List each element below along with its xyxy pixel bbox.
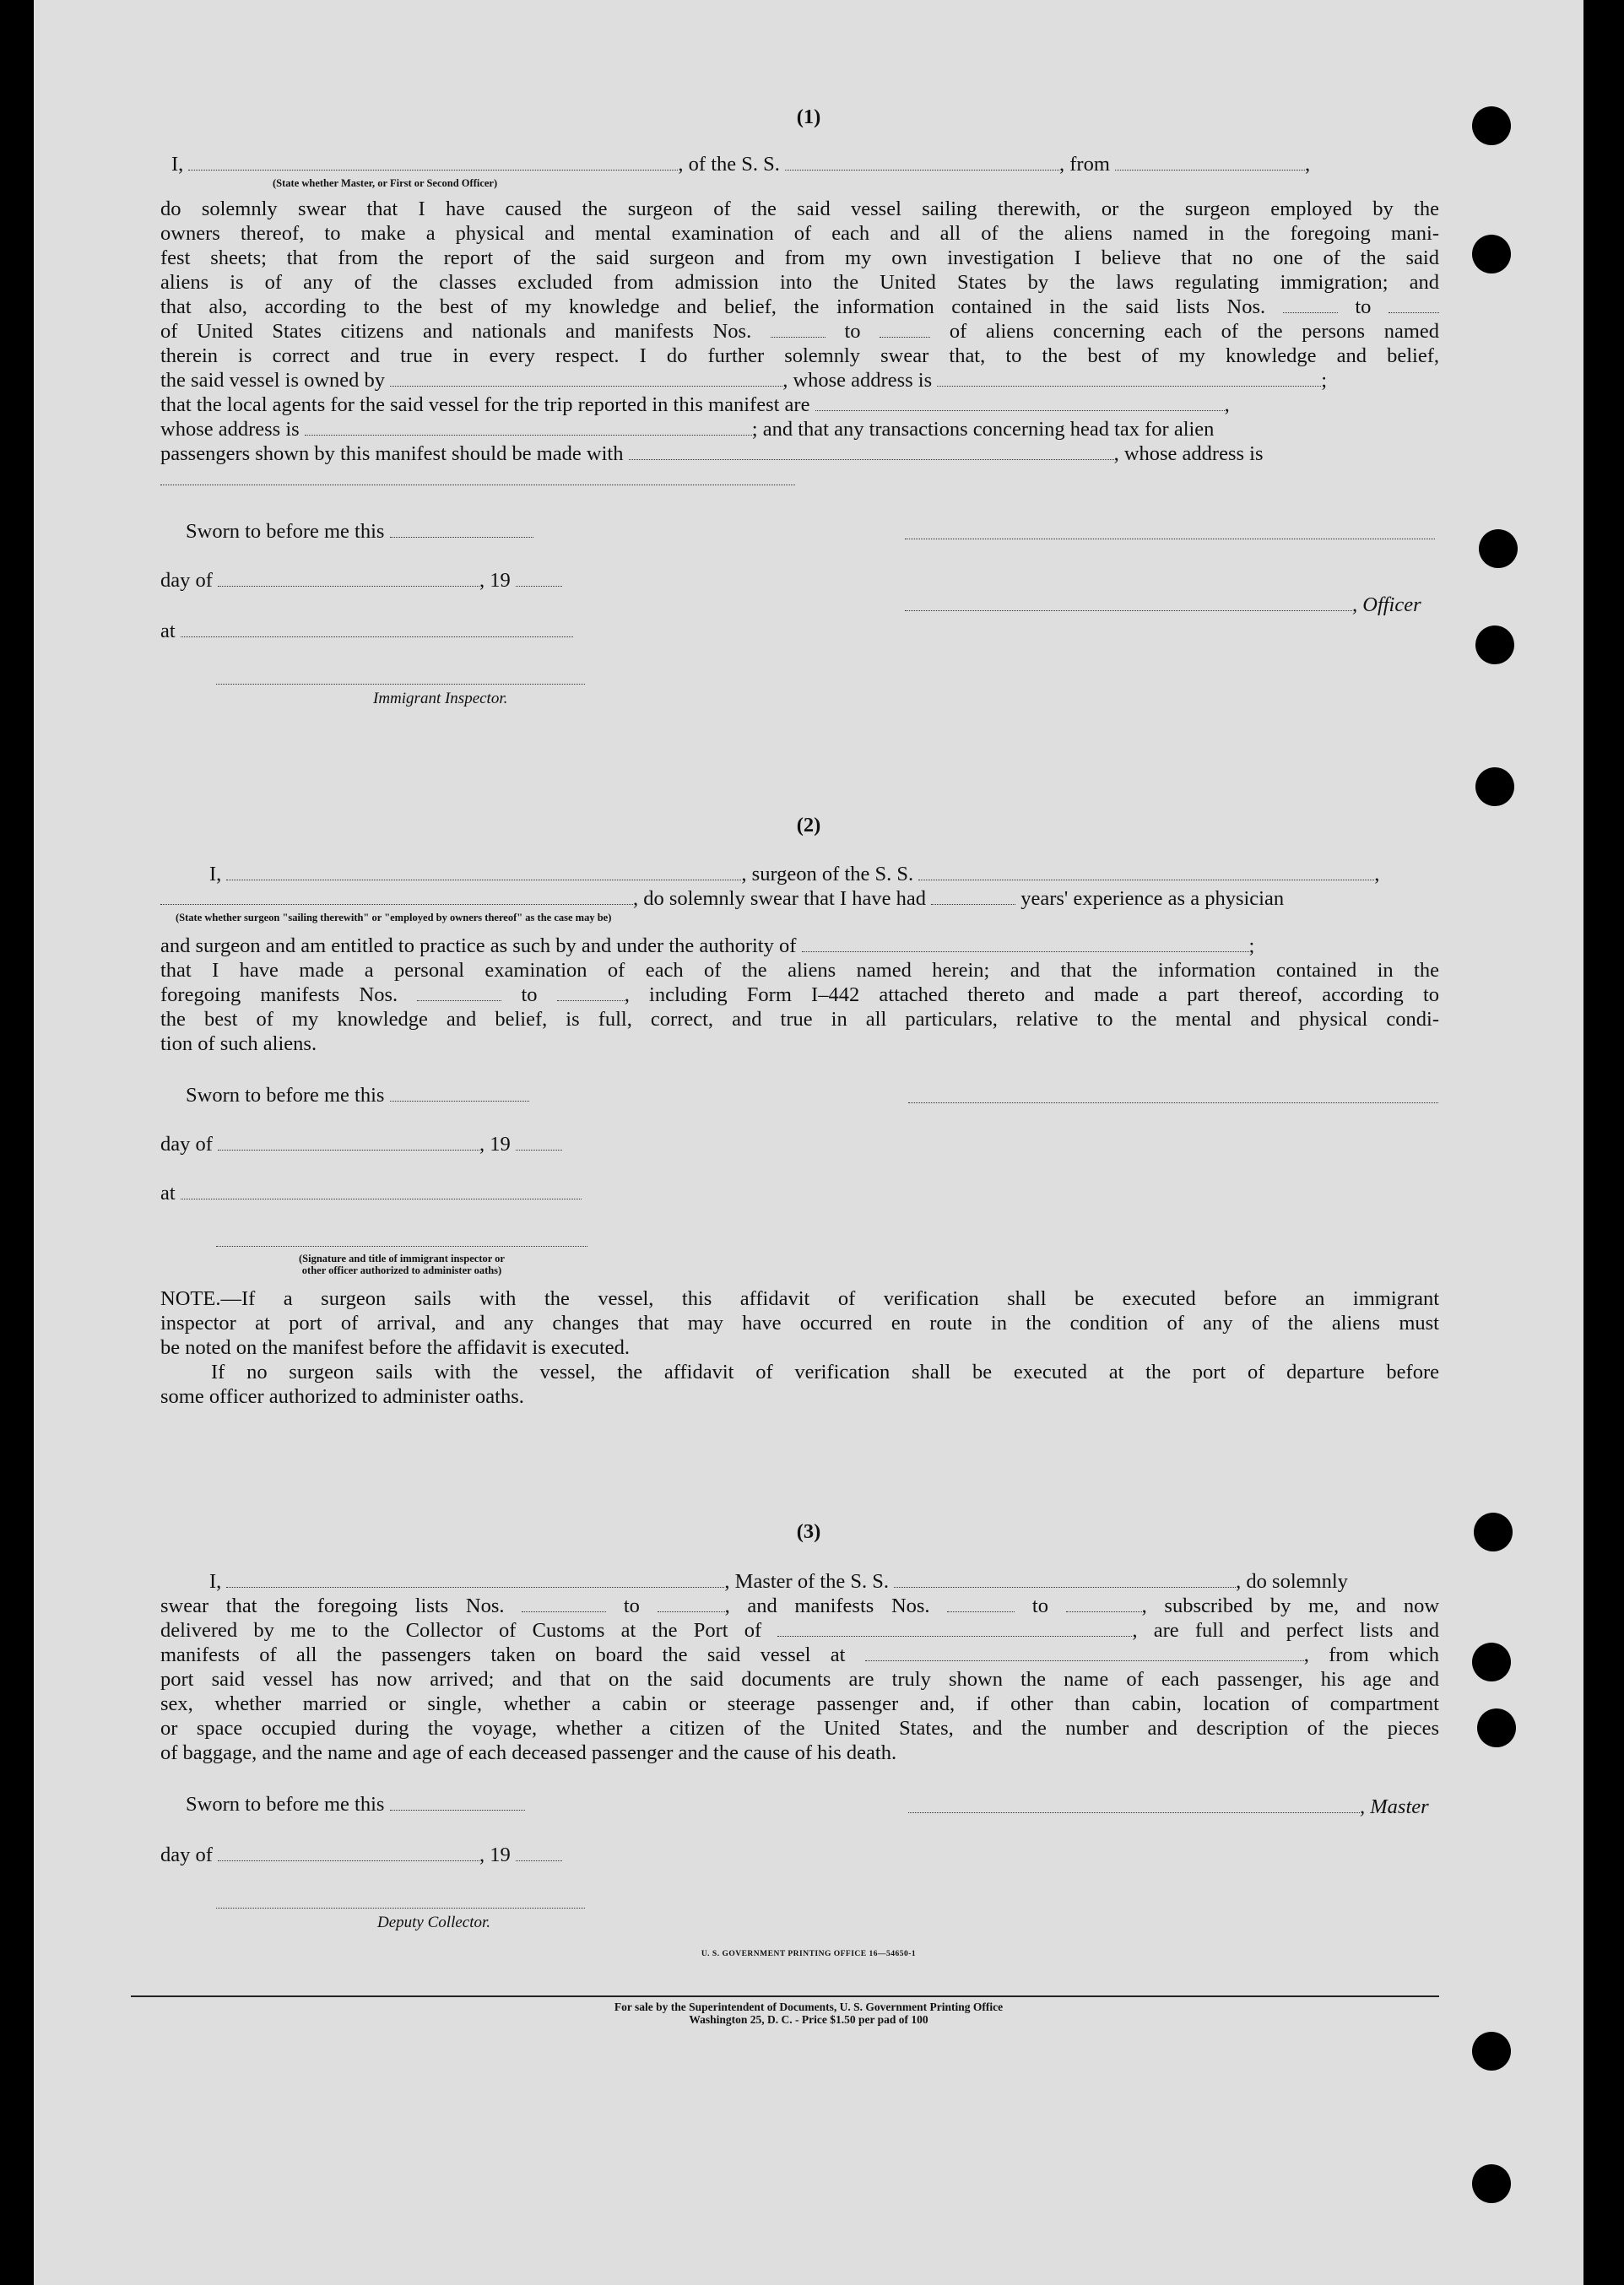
s1-line-12: [160, 441, 1264, 467]
master-label: , Master: [1360, 1795, 1429, 1818]
s1-line-8: therein is correct and true in every respect. I do further solemnly swear that, to the best of my knowledge and belief,: [160, 344, 1439, 367]
s2-month-field[interactable]: [218, 1134, 479, 1151]
s3-l3b: , are full and perfect lists and: [1132, 1619, 1440, 1642]
s2-dayof-label: day of: [160, 1133, 213, 1156]
s1-line-9: [160, 368, 1327, 393]
s1-year-field[interactable]: [516, 571, 562, 587]
section-1-heading: (1): [796, 106, 821, 128]
s3-year-field[interactable]: [516, 1845, 562, 1861]
inspector-signature-line[interactable]: [216, 684, 585, 685]
s1-l11a: whose address is: [160, 418, 300, 441]
s1-l10a: that the local agents for the said vessel for the trip reported in this manifest are: [160, 393, 810, 416]
collector-port-field[interactable]: [777, 1621, 1132, 1637]
s2-year-field[interactable]: [516, 1134, 562, 1151]
s1-officer-line: [905, 593, 1421, 618]
s1-l12a: passengers shown by this manifest should be made with: [160, 442, 624, 465]
form-page: [34, 0, 1583, 2285]
s2-sworn-day-field[interactable]: [390, 1086, 529, 1102]
s3-list-to-field[interactable]: [658, 1596, 725, 1612]
s1-month-field[interactable]: [218, 571, 479, 587]
s3-year-label: , 19: [479, 1844, 511, 1866]
s3-l1c: , do solemnly: [1236, 1570, 1348, 1593]
binder-hole: [1472, 235, 1511, 273]
head-tax-contact-field[interactable]: [629, 444, 1114, 460]
s2-l3a: and surgeon and am entitled to practice as such by and under the authority of: [160, 934, 797, 957]
surgeon-signature-line[interactable]: [908, 1102, 1438, 1103]
gpo-imprint: U. S. GOVERNMENT PRINTING OFFICE 16—54650-1: [701, 1950, 917, 1958]
s1-l7a: of United States citizens and nationals and manifests Nos.: [160, 320, 752, 343]
s3-l2a: swear that the foregoing lists Nos.: [160, 1595, 505, 1617]
binder-hole: [1475, 767, 1514, 806]
s1-l10end: ,: [1224, 393, 1230, 416]
s1-at-label: at: [160, 620, 176, 642]
s3-line-1: [209, 1569, 1348, 1595]
s1-l9b: , whose address is: [782, 369, 933, 392]
s3-sworn-label: Sworn to before me this: [186, 1793, 385, 1816]
s1-from: , from: [1059, 153, 1110, 176]
s1-of-ss: , of the S. S.: [678, 153, 780, 176]
surgeon-status-field[interactable]: [160, 889, 633, 905]
s1-line-6: [160, 295, 1439, 320]
s2-l2b: years' experience as a physician: [1020, 887, 1285, 910]
s2-l2a: , do solemnly swear that I have had: [633, 887, 926, 910]
s1-place-field[interactable]: [181, 621, 573, 637]
master-name-field[interactable]: [226, 1572, 724, 1588]
s2-l3end: ;: [1248, 934, 1255, 957]
officer-label: , Officer: [1352, 593, 1421, 616]
s1-line-5: aliens is of any of the classes excluded from admission into the United States by the laws regulating immigration; and: [160, 271, 1439, 294]
s1-l9a: the said vessel is owned by: [160, 369, 386, 392]
s2-manifest-from-field[interactable]: [417, 985, 501, 1001]
s1-l7-to: to: [844, 320, 861, 343]
s1-dayof: [160, 568, 562, 593]
s2-inspector-signature-line[interactable]: [216, 1246, 587, 1247]
vessel-name-field[interactable]: [785, 154, 1059, 171]
boarding-port-field[interactable]: [865, 1645, 1304, 1661]
departure-port-field[interactable]: [1115, 154, 1305, 171]
binder-hole: [1472, 2164, 1511, 2203]
s3-sworn-day-field[interactable]: [390, 1795, 525, 1811]
s3-l2-to-1: to: [623, 1595, 640, 1617]
note-line-3: be noted on the manifest before the affidavit is executed.: [160, 1336, 631, 1359]
s2-signature-caption-2: other officer authorized to administer oaths): [301, 1264, 502, 1276]
s2-line-6: the best of my knowledge and belief, is full, correct, and true in all particulars, relative to the mental and physical condi-: [160, 1008, 1439, 1031]
vessel-owner-field[interactable]: [390, 371, 782, 387]
officer-rank-caption: (State whether Master, or First or Second Officer): [273, 177, 498, 189]
owner-address-field[interactable]: [937, 371, 1321, 387]
section-3-heading: (3): [796, 1520, 821, 1543]
citizen-list-to-field[interactable]: [1389, 297, 1439, 313]
s2-at: [160, 1181, 582, 1206]
s1-l11b: ; and that any transactions concerning head tax for alien: [751, 418, 1215, 441]
binder-hole: [1477, 1708, 1516, 1747]
s3-i: I,: [209, 1570, 222, 1593]
s3-line-2: [160, 1594, 1439, 1619]
s2-vessel-name-field[interactable]: [918, 864, 1374, 880]
s2-l5a: foregoing manifests Nos.: [160, 983, 398, 1006]
manifest-to-field[interactable]: [880, 322, 930, 338]
officer-rank-field[interactable]: [188, 154, 678, 171]
s2-sworn-label: Sworn to before me this: [186, 1084, 385, 1107]
s3-dayof-label: day of: [160, 1844, 213, 1866]
sale-notice-line-2: Washington 25, D. C. - Price $1.50 per pad of 100: [689, 2013, 928, 2026]
local-agents-field[interactable]: [815, 395, 1225, 411]
s3-l4a: manifests of all the passengers taken on board the said vessel at: [160, 1643, 846, 1666]
note-line-4: If no surgeon sails with the vessel, the affidavit of verification shall be executed at the port of departure before: [211, 1361, 1439, 1383]
s2-line-2: [160, 886, 1284, 912]
s3-manifest-from-field[interactable]: [947, 1596, 1015, 1612]
practice-authority-field[interactable]: [802, 936, 1249, 952]
s3-line-3: [160, 1618, 1439, 1643]
s1-dayof-label: day of: [160, 569, 213, 592]
note-line-2: inspector at port of arrival, and any changes that may have occurred en route in the condition of any of the aliens must: [160, 1312, 1439, 1335]
s1-at: [160, 619, 573, 644]
s3-l2c: , and manifests Nos.: [724, 1595, 930, 1617]
s1-line-3: owners thereof, to make a physical and mental examination of each and all of the aliens named in the foregoing mani-: [160, 222, 1439, 245]
deputy-collector-label: Deputy Collector.: [377, 1914, 491, 1931]
years-experience-field[interactable]: [931, 889, 1015, 905]
s2-at-label: at: [160, 1182, 176, 1205]
s3-line-5: port said vessel has now arrived; and that on the said documents are truly shown the name of each passenger, his age and: [160, 1668, 1439, 1691]
immigrant-inspector-label: Immigrant Inspector.: [373, 690, 508, 707]
note-line-1: NOTE.—If a surgeon sails with the vessel, this affidavit of verification shall be executed before an immigrant: [160, 1287, 1439, 1310]
s1-l9end: ;: [1321, 369, 1328, 392]
s3-master-line: [908, 1795, 1429, 1820]
s3-l1b: , Master of the S. S.: [724, 1570, 890, 1593]
s1-line-7: [160, 319, 1439, 344]
s2-l5-to: to: [521, 983, 538, 1006]
s2-l5c: , including Form I–442 attached thereto and made a part thereof, according to: [624, 983, 1440, 1006]
surgeon-status-caption: (State whether surgeon "sailing therewith" or "employed by owners thereof" as the case may be): [176, 912, 612, 923]
s2-line-3: [160, 934, 1254, 959]
s1-l12b: , whose address is: [1113, 442, 1264, 465]
s3-line-4: [160, 1643, 1439, 1668]
binder-hole: [1472, 1643, 1511, 1681]
s2-signature-caption-1: (Signature and title of immigrant inspector or: [299, 1253, 505, 1264]
binder-hole: [1472, 2032, 1511, 2071]
manifest-from-field[interactable]: [771, 322, 826, 338]
s3-list-from-field[interactable]: [522, 1596, 606, 1612]
s2-place-field[interactable]: [181, 1183, 582, 1199]
s1-year-label: , 19: [479, 569, 511, 592]
master-signature-field[interactable]: [908, 1797, 1360, 1813]
s1-line-4: fest sheets; that from the report of the said surgeon and from my own investigation I believe that no one of the said: [160, 246, 1439, 269]
s2-i: I,: [209, 863, 222, 885]
s3-vessel-name-field[interactable]: [894, 1572, 1236, 1588]
footer-divider: [131, 1995, 1439, 1997]
s1-l6a: that also, according to the best of my knowledge and belief, the information contained in the said lists Nos.: [160, 295, 1266, 318]
s3-l2e: , subscribed by me, and now: [1141, 1595, 1440, 1617]
s1-comma: ,: [1305, 153, 1311, 176]
s1-sworn: [186, 519, 533, 544]
s2-line-5: [160, 983, 1439, 1008]
s1-i: I,: [171, 153, 184, 176]
s2-comma: ,: [1374, 863, 1380, 885]
s1-line-1: [171, 152, 1310, 177]
s3-month-field[interactable]: [218, 1845, 479, 1861]
s3-sworn: [186, 1792, 525, 1817]
s1-sworn-day-field[interactable]: [390, 522, 533, 538]
s2-surgeon-of-ss: , surgeon of the S. S.: [741, 863, 914, 885]
s2-line-4: that I have made a personal examination of each of the aliens named herein; and that the information contained in the: [160, 959, 1439, 982]
s1-line-11: [160, 417, 1214, 442]
s2-manifest-to-field[interactable]: [557, 985, 625, 1001]
s2-line-1: [209, 862, 1379, 887]
s1-line-10: [160, 393, 1230, 418]
s3-dayof: [160, 1843, 562, 1868]
s3-l4b: , from which: [1303, 1643, 1440, 1666]
s2-year-label: , 19: [479, 1133, 511, 1156]
agent-address-field[interactable]: [305, 420, 752, 436]
s2-dayof: [160, 1132, 562, 1157]
s3-l2-to-2: to: [1031, 1595, 1048, 1617]
s3-line-6: sex, whether married or single, whether a cabin or steerage passenger and, if other than cabin, location of compartment: [160, 1692, 1439, 1715]
note-line-5: some officer authorized to administer oaths.: [160, 1385, 524, 1408]
binder-hole: [1479, 529, 1518, 568]
binder-hole: [1475, 625, 1514, 664]
s3-line-8: of baggage, and the name and age of each deceased passenger and the cause of his death.: [160, 1741, 897, 1764]
s2-line-7: tion of such aliens.: [160, 1032, 317, 1055]
s1-l7c: of aliens concerning each of the persons named: [949, 320, 1440, 343]
citizen-list-from-field[interactable]: [1283, 297, 1338, 313]
surgeon-name-field[interactable]: [226, 864, 741, 880]
s1-officer-name-field[interactable]: [905, 595, 1352, 611]
s1-l6-to: to: [1355, 295, 1372, 318]
s3-l3a: delivered by me to the Collector of Customs at the Port of: [160, 1619, 762, 1642]
s1-sworn-label: Sworn to before me this: [186, 520, 385, 543]
s1-line-2: do solemnly swear that I have caused the surgeon of the said vessel sailing therewith, or the surgeon employed by the: [160, 198, 1439, 220]
s3-line-7: or space occupied during the voyage, whether a citizen of the United States, and the number and description of the pieces: [160, 1717, 1439, 1740]
collector-signature-line[interactable]: [216, 1908, 585, 1909]
section-2-heading: (2): [796, 814, 821, 837]
sale-notice-line-1: For sale by the Superintendent of Documents, U. S. Government Printing Office: [614, 2001, 1004, 2013]
s3-manifest-to-field[interactable]: [1066, 1596, 1142, 1612]
s2-sworn: [186, 1083, 529, 1108]
